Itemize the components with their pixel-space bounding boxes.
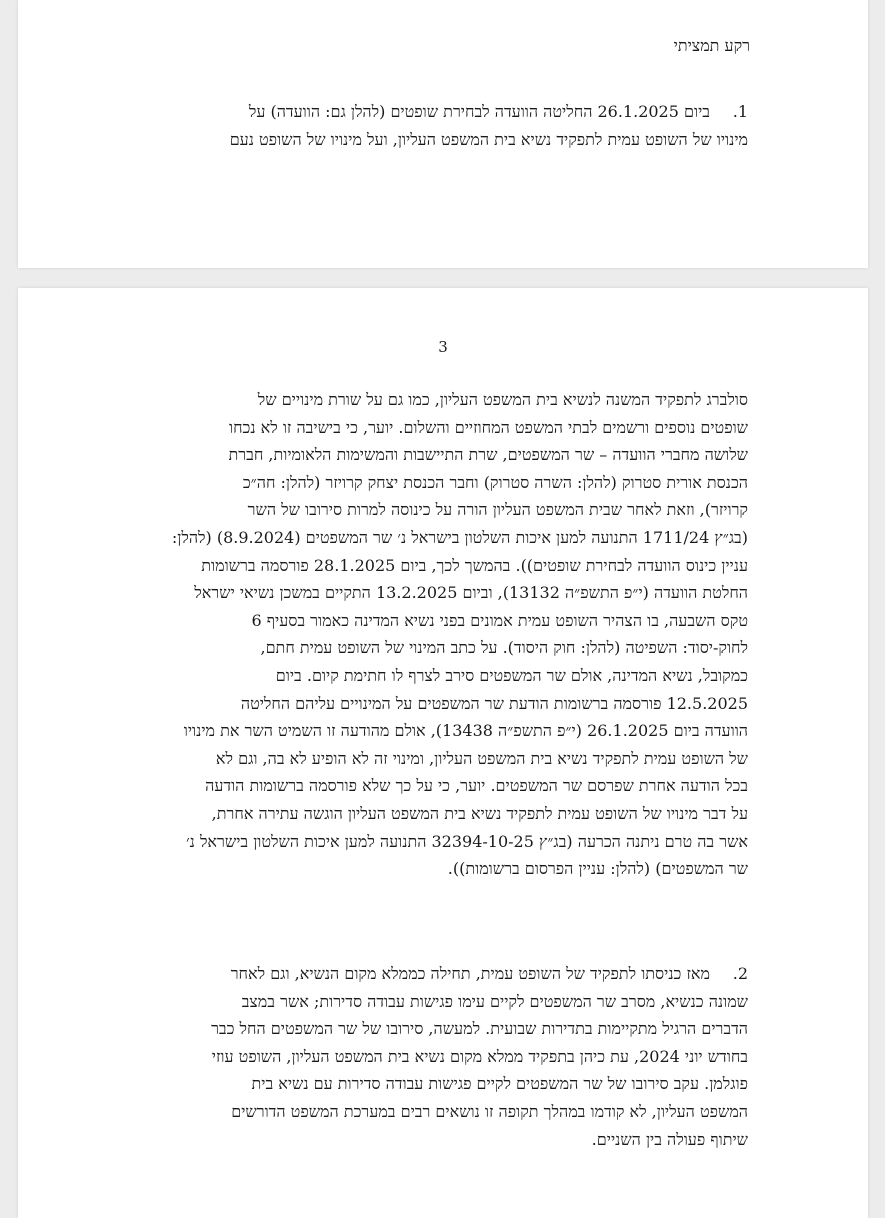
paragraph-line: של השופט עמית לתפקיד נשיא בית המשפט העליון, ומינוי זה לא הופיע לא בה, וגם לא — [215, 748, 748, 768]
paragraph-line: בכל הודעה אחרת שפרסם שר המשפטים. יוער, כי על כך שלא פורסמה ברשומות הודעה — [205, 776, 748, 796]
paragraph-line: 1.ביום 26.1.2025 החליטה הוועדה לבחירת שופטים (להלן גם: הוועדה) על — [138, 98, 748, 126]
paragraph-line: הדברים הרגיל מתקיימות בתדירות שבועית. למעשה, סירובו של שר המשפטים החל כבר — [211, 1019, 748, 1039]
paragraph-2 — [138, 960, 748, 1153]
paragraph-line: (בג״ץ 1711/24 התנועה למען איכות השלטון בישראל נ׳ שר המשפטים (8.9.2024) (להלן: — [171, 527, 748, 547]
paragraph-line: לחוק-יסוד: השפיטה (להלן: חוק היסוד). על כתב המינוי של השופט עמית חתם, — [260, 638, 748, 658]
paragraph-line: שופטים נוספים ורשמים לבתי המשפט המחוזיים והשלום. יוער, כי בישיבה זו לא נכחו — [228, 417, 748, 437]
paragraph-line: 2.מאז כניסתו לתפקיד של השופט עמית, תחילה כממלא מקום הנשיא, וגם לאחר — [138, 960, 748, 988]
paragraph-1-start — [138, 98, 748, 153]
paragraph-number: 1. — [732, 102, 748, 121]
document-page-2 — [18, 288, 868, 1218]
paragraph-line: הוועדה ביום 26.1.2025 (י״פ התשפ״ה 13438), אולם מהודעה זו השמיט השר את מינויו — [183, 721, 748, 741]
paragraph-1-continuation — [138, 386, 748, 883]
paragraph-line: שר המשפטים) (להלן: עניין הפרסום ברשומות)). — [447, 859, 748, 879]
paragraph-line: שמונה כנשיא, מסרב שר המשפטים לקיים עימו פגישות עבודה סדירות; אשר במצב — [241, 991, 748, 1011]
paragraph-line: המשפט העליון, לא קודמו במהלך תקופה זו נושאים רבים במערכת המשפט הדורשים — [231, 1101, 748, 1121]
paragraph-line: בחודש יוני 2024, עת כיהן בתפקיד ממלא מקום נשיא בית המשפט העליון, השופט עוזי — [211, 1046, 748, 1066]
paragraph-line: כמקובל, נשיא המדינה, אולם שר המשפטים סירב לצרף לו חתימת קיום. ביום — [275, 665, 748, 685]
paragraph-line: פוגלמן. עקב סירובו של שר המשפטים לקיים פגישות עבודה סדירות עם נשיא בית — [251, 1074, 748, 1094]
paragraph-line: הכנסת אורית סטרוק (להלן: השרה סטרוק) וחבר הכנסת יצחק קרויזר (להלן: חה״כ — [242, 472, 748, 492]
paragraph-line: שלושה מחברי הוועדה – שר המשפטים, שרת התיישבות והמשימות הלאומיות, חברת — [228, 445, 748, 465]
paragraph-line: החלטת הוועדה (י״פ התשפ״ה 13132), וביום 13.2.2025 התקיים במשכן נשיאי ישראל — [194, 583, 748, 603]
paragraph-line: מינויו של השופט עמית לתפקיד נשיא בית המשפט העליון, ועל מינויו של השופט נעם — [229, 129, 748, 149]
paragraph-line: אשר בה טרם ניתנה הכרעה (בג״ץ 32394-10-25 התנועה למען איכות השלטון בישראל נ׳ — [185, 831, 748, 851]
section-heading: רקע תמציתי — [673, 36, 750, 55]
paragraph-line: קרויזר), וזאת לאחר שבית המשפט העליון הורה על כינוסה למרות סירובו של השר — [247, 500, 748, 520]
paragraph-line: סולברג לתפקיד המשנה לנשיא בית המשפט העליון, כמו גם על שורת מינויים של — [257, 390, 748, 409]
paragraph-line: על דבר מינויו של השופט עמית לתפקיד נשיא בית המשפט העליון הוגשה עתירה אחרת, — [211, 803, 748, 823]
paragraph-line: שיתוף פעולה בין השניים. — [591, 1129, 748, 1149]
paragraph-line: 12.5.2025 פורסמה ברשומות הודעת שר המשפטים על המינויים עליהם החליטה — [240, 693, 748, 713]
document-page-1 — [18, 0, 868, 268]
page-number: 3 — [438, 338, 448, 356]
paragraph-line: עניין כינוס הוועדה לבחירת שופטים)). בהמשך לכך, ביום 28.1.2025 פורסמה ברשומות — [201, 555, 748, 575]
paragraph-line: טקס השבעה, בו הצהיר השופט עמית אמונים בפני נשיא המדינה כאמור בסעיף 6 — [251, 610, 748, 630]
paragraph-number: 2. — [732, 964, 748, 983]
